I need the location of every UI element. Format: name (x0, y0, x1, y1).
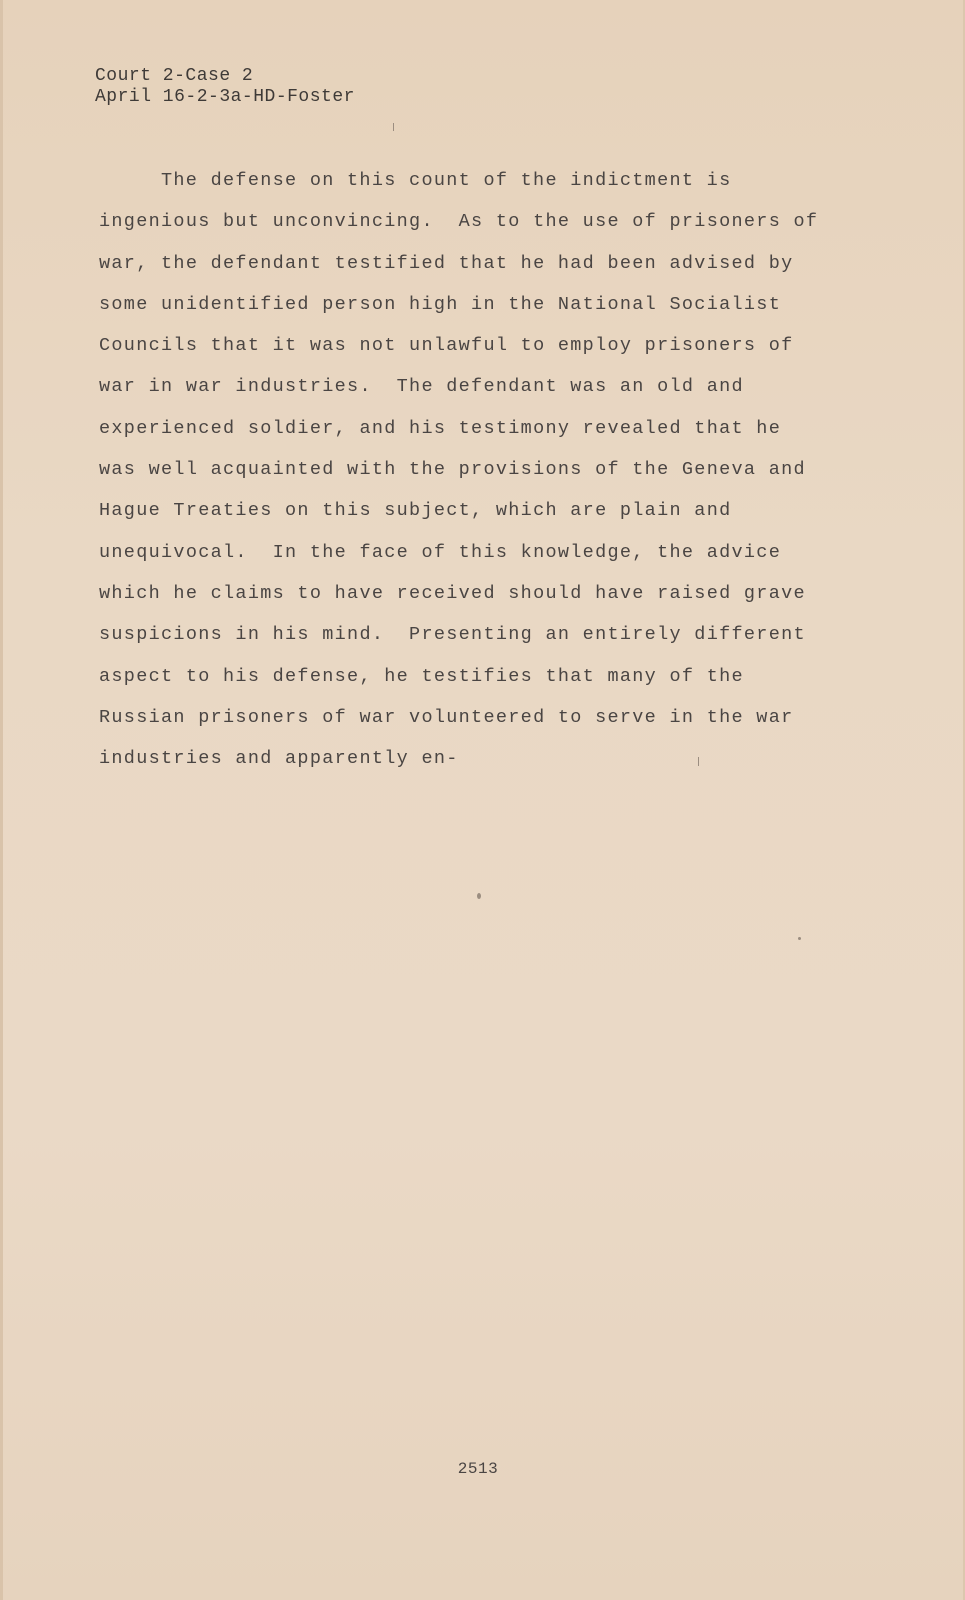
text-line: which he claims to have received should have raised grave (99, 582, 806, 604)
text-line: Hague Treaties on this subject, which are plain and (99, 500, 732, 522)
document-header (95, 66, 355, 108)
case-reference: Court 2-Case 2 (95, 66, 254, 86)
text-line: war in war industries. The defendant was an old and (99, 376, 744, 398)
text-line: war, the defendant testified that he had been advised by (99, 252, 794, 274)
text-line: Russian prisoners of war volunteered to serve in the war (99, 706, 794, 728)
paper-speck (798, 937, 801, 940)
text-line: The defense on this count of the indictment is (161, 170, 732, 191)
text-line: Councils that it was not unlawful to employ prisoners of (99, 335, 794, 357)
page-number: 2513 (457, 1460, 499, 1478)
body-paragraph (99, 160, 819, 779)
text-line: aspect to his defense, he testifies that many of the (99, 665, 744, 687)
paper-speck (393, 123, 394, 131)
paper-speck (477, 893, 481, 899)
text-line: experienced soldier, and his testimony revealed that he (99, 417, 782, 439)
text-line: unequivocal. In the face of this knowledge, the advice (99, 541, 782, 563)
text-line: was well acquainted with the provisions of the Geneva and (99, 459, 806, 481)
text-line: suspicions in his mind. Presenting an entirely different (99, 624, 806, 646)
text-line: some unidentified person high in the National Socialist (99, 293, 782, 315)
text-line: industries and apparently en- (99, 748, 459, 770)
paper-speck (698, 757, 699, 766)
date-reference: April 16-2-3a-HD-Foster (95, 87, 355, 107)
text-line: ingenious but unconvincing. As to the use of prisoners of (99, 211, 819, 233)
